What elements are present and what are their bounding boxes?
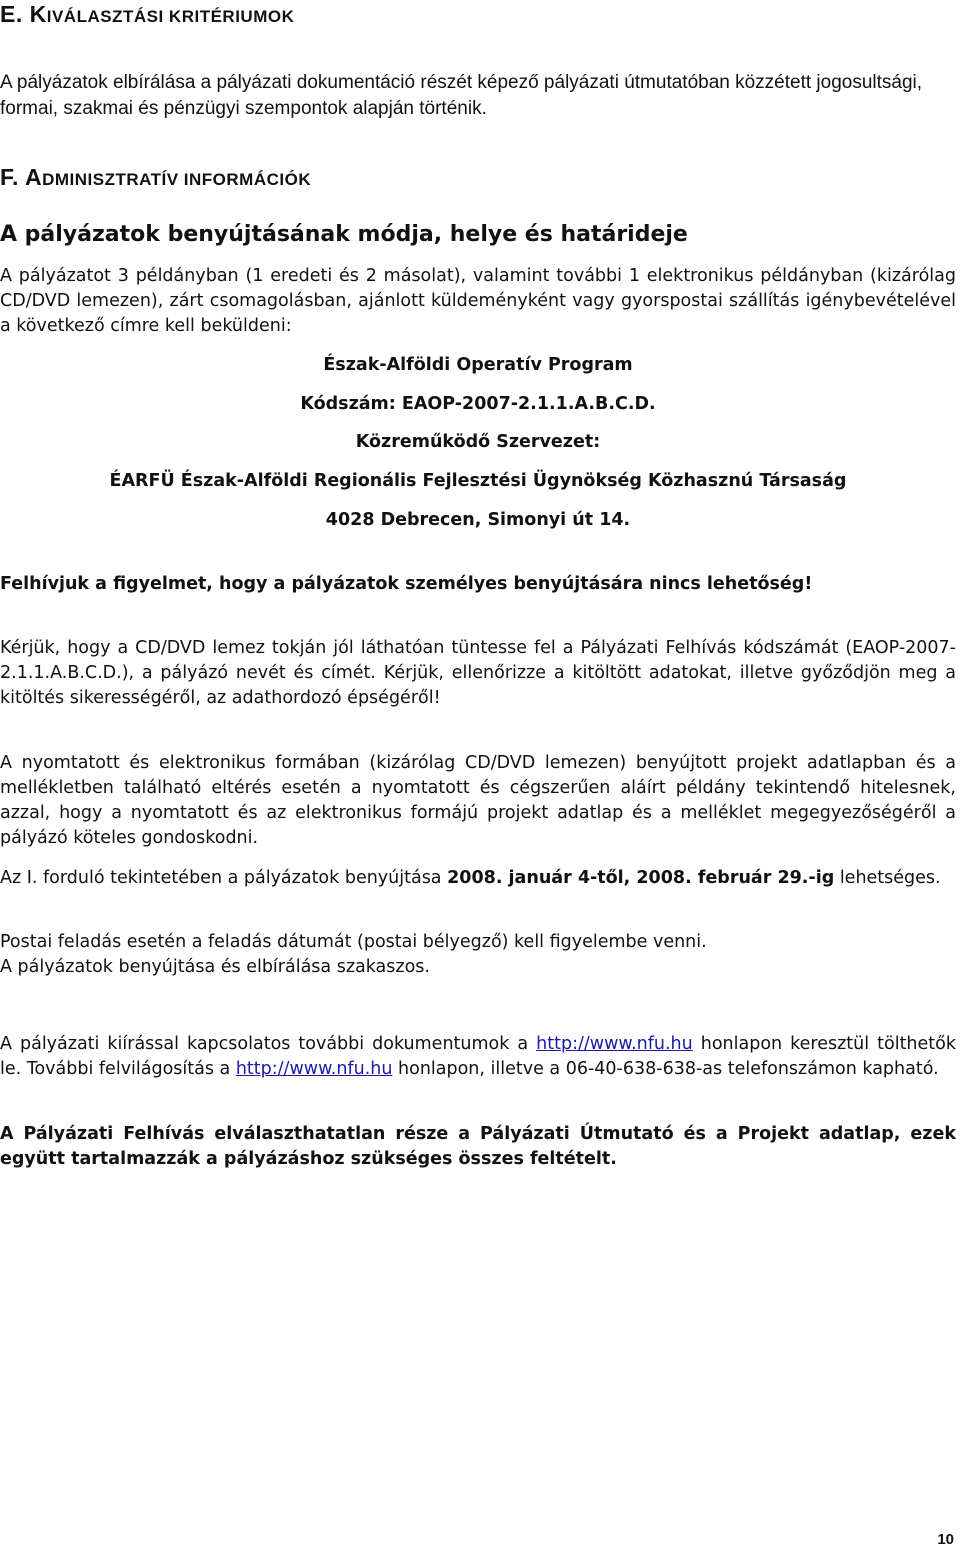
section-e-letter: E. — [0, 1, 23, 27]
docs-text-3: honlapon, illetve a 06-40-638-638-as telefonszámon kapható. — [392, 1059, 939, 1079]
section-f-heading — [0, 165, 311, 192]
deadline-dates: 2008. január 4-től, 2008. február 29.-ig — [447, 868, 835, 888]
section-f-letter: F. — [0, 164, 19, 190]
submission-subheading: A pályázatok benyújtásának módja, helye és határideje — [0, 222, 688, 247]
address-program: Észak-Alföldi Operatív Program — [323, 355, 633, 375]
address-code: Kódszám: EAOP-2007-2.1.1.A.B.C.D. — [300, 394, 656, 414]
closing-paragraph: A Pályázati Felhívás elválaszthatatlan része a Pályázati Útmutató és a Projekt adatlap, ezek együtt tartalmazzák a pályázáshoz szükséges összes feltételt. — [0, 1124, 956, 1169]
postal-date-line: Postai feladás esetén a feladás dátumát (postai bélyegző) kell figyelembe venni. — [0, 932, 707, 952]
page-number: 10 — [937, 1531, 954, 1548]
deadline-paragraph — [0, 866, 956, 891]
address-org-label: Közreműködő Szervezet: — [355, 432, 601, 452]
personal-submission-notice: Felhívjuk a figyelmet, hogy a pályázatok személyes benyújtására nincs lehetőség! — [0, 574, 813, 594]
section-e-heading — [0, 2, 294, 29]
discrepancy-paragraph: A nyomtatott és elektronikus formában (kizárólag CD/DVD lemezen) benyújtott projekt adatlapban és a mellékletben található eltérés esetén a nyomtatott és cégszerűen aláírt példány tekintendő hitelesnek, azzal, hogy a nyomtatott és az elektronikus formájú projekt adatlap és a melléklet megegyezőségéről a pályázó köteles gondoskodni. — [0, 753, 956, 848]
docs-text-2: honlapon keresztül tölthetők le. További felvilágosítás a — [0, 1034, 956, 1079]
nfu-link-2[interactable]: http://www.nfu.hu — [235, 1059, 393, 1079]
phased-submission-line: A pályázatok benyújtása és elbírálása szakaszos. — [0, 957, 430, 977]
address-org-name: ÉARFÜ Észak-Alföldi Regionális Fejlesztési Ügynökség Közhasznú Társaság — [109, 471, 847, 491]
submission-intro: A pályázatot 3 példányban (1 eredeti és 2 másolat), valamint további 1 elektronikus példányban (kizárólag CD/DVD lemezen), zárt csomagolásban, ajánlott küldeményként vagy gyorspostai szállítás igénybevételével a következő címre kell beküldeni: — [0, 266, 956, 336]
address-street: 4028 Debrecen, Simonyi út 14. — [325, 510, 631, 530]
nfu-link-1[interactable]: http://www.nfu.hu — [536, 1034, 693, 1054]
section-e-title-initial: K — [29, 1, 47, 27]
docs-text-1: A pályázati kiírással kapcsolatos további dokumentumok a — [0, 1034, 537, 1054]
deadline-prefix: Az I. forduló tekintetében a pályázatok benyújtása — [0, 868, 448, 888]
section-f-title-initial: A — [24, 164, 43, 190]
documents-paragraph — [0, 1032, 956, 1082]
section-f-title-rest: DMINISZTRATÍV INFORMÁCIÓK — [42, 170, 312, 189]
section-e-title-rest: IVÁLASZTÁSI KRITÉRIUMOK — [46, 7, 295, 26]
section-e-body: A pályázatok elbírálása a pályázati dokumentáció részét képező pályázati útmutatóban közzétett jogosultsági, formai, szakmai és pénzügyi szempontok alapján történik. — [0, 72, 923, 119]
cd-instruction: Kérjük, hogy a CD/DVD lemez tokján jól láthatóan tüntesse fel a Pályázati Felhívás kódszámát (EAOP-2007-2.1.1.A.B.C.D.), a pályázó nevét és címét. Kérjük, ellenőrizze a kitöltött adatokat, illetve győződjön meg a kitöltés sikerességéről, az adathordozó épségéről! — [0, 638, 956, 708]
deadline-suffix: lehetséges. — [834, 868, 941, 888]
